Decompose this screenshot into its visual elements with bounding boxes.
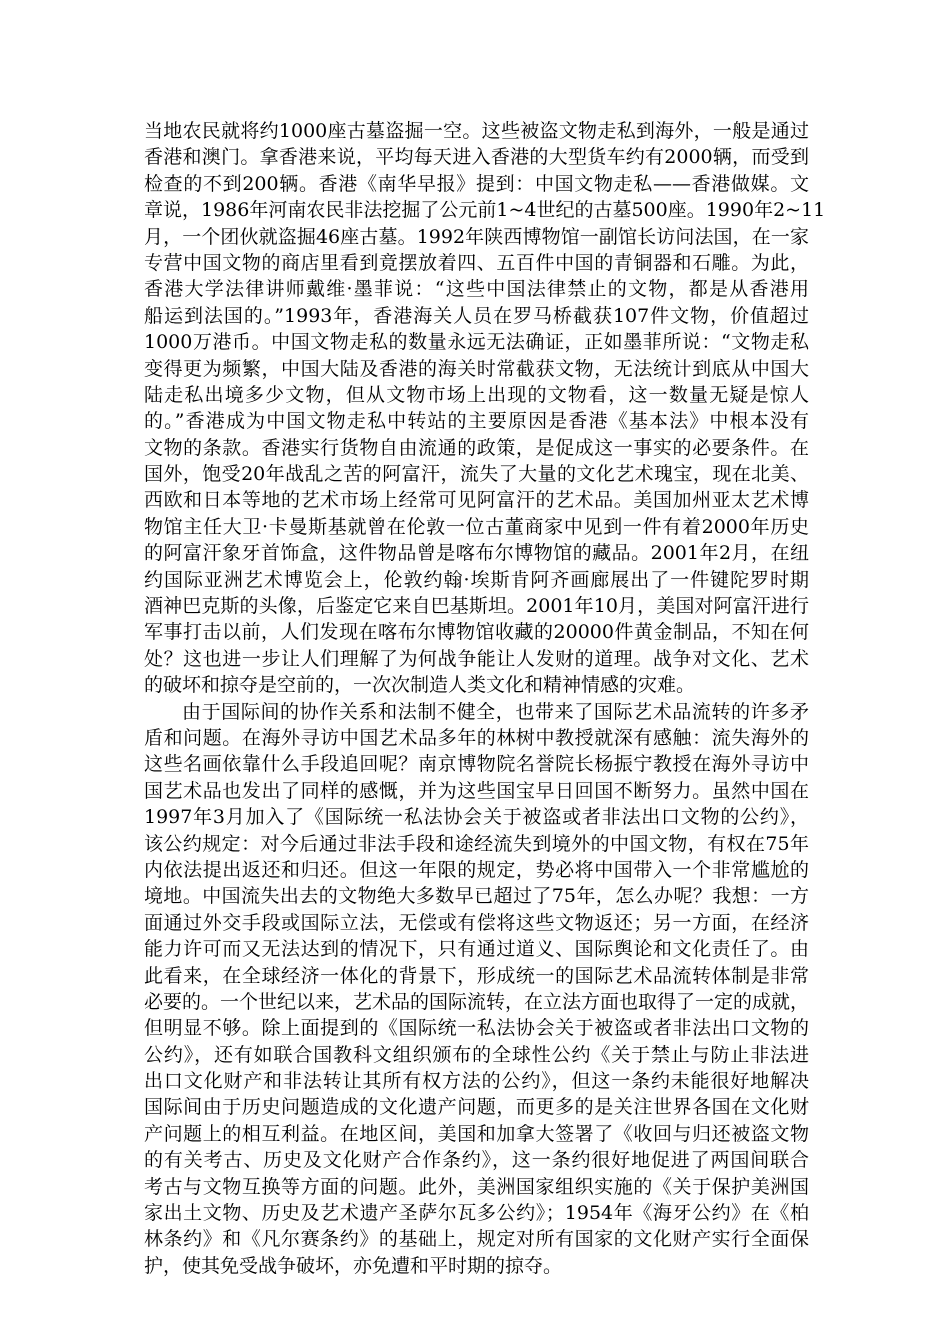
paragraph: [144, 699, 809, 1280]
text-line: 国际间由于历史问题造成的文化遗产问题，而更多的是关注世界各国在文化财: [144, 1096, 809, 1119]
text-line: 内依法提出返还和归还。但这一年限的规定，势必将中国带入一个非常尴尬的: [144, 858, 809, 881]
text-line: 1997年3月加入了《国际统一私法协会关于被盗或者非法出口文物的公约》，: [144, 806, 809, 829]
paragraph: [144, 118, 826, 699]
text-line: 变得更为频繁，中国大陆及香港的海关时常截获文物，无法统计到底从中国大: [144, 357, 809, 380]
text-line: 当地农民就将约1000座古墓盗掘一空。这些被盗文物走私到海外，一般是通过: [144, 120, 809, 142]
text-line: 处？这也进一步让人们理解了为何战争能让人发财的道理。战争对文化、艺术: [144, 647, 809, 670]
text-line: 考古与文物互换等方面的问题。此外，美洲国家组织实施的《关于保护美洲国: [144, 1175, 809, 1198]
text-line: 的有关考古、历史及文化财产合作条约》，这一条约很好地促进了两国间联合: [144, 1149, 809, 1172]
text-line: 月，一个团伙就盗掘46座古墓。1992年陕西博物馆一副馆长访问法国，在一家: [144, 225, 809, 248]
text-line: 面通过外交手段或国际立法，无偿或有偿将这些文物返还；另一方面，在经济: [144, 911, 809, 934]
text-line: 检查的不到200辆。香港《南华早报》提到：中国文物走私——香港做媒。文: [144, 172, 809, 195]
text-line: 船运到法国的。”1993年，香港海关人员在罗马桥截获107件文物，价值超过: [144, 304, 809, 327]
text-line: 物馆主任大卫·卡曼斯基就曾在伦敦一位古董商家中见到一件有着2000年历史: [144, 515, 809, 538]
text-line: 的。”香港成为中国文物走私中转站的主要原因是香港《基本法》中根本没有: [144, 410, 809, 433]
text-line: 护，使其免受战争破坏，亦免遭和平时期的掠夺。: [144, 1254, 563, 1277]
text-line: 陆走私出境多少文物，但从文物市场上出现的文物看，这一数量无疑是惊人: [144, 383, 809, 406]
text-line: 盾和问题。在海外寻访中国艺术品多年的林树中教授就深有感触：流失海外的: [144, 726, 809, 749]
text-line: 产问题上的相互利益。在地区间，美国和加拿大签署了《收回与归还被盗文物: [144, 1122, 809, 1145]
text-line: 由于国际间的协作关系和法制不健全，也带来了国际艺术品流转的许多矛: [182, 700, 809, 723]
text-line: 必要的。一个世纪以来，艺术品的国际流转，在立法方面也取得了一定的成就，: [144, 990, 810, 1013]
text-line: 香港和澳门。拿香港来说，平均每天进入香港的大型货车约有2000辆，而受到: [144, 146, 809, 169]
text-line: 国外，饱受20年战乱之苦的阿富汗，流失了大量的文化艺术瑰宝，现在北美、: [144, 463, 809, 486]
text-line: 章说，1986年河南农民非法挖掘了公元前1~4世纪的古墓500座。1990年2~11: [144, 199, 826, 222]
text-line: 军事打击以前，人们发现在喀布尔博物馆收藏的20000件黄金制品，不知在何: [144, 621, 809, 644]
text-line: 西欧和日本等地的艺术市场上经常可见阿富汗的艺术品。美国加州亚太艺术博: [144, 489, 809, 512]
text-line: 家出土文物、历史及艺术遗产圣萨尔瓦多公约》；1954年《海牙公约》在《柏: [144, 1202, 809, 1225]
text-line: 但明显不够。除上面提到的《国际统一私法协会关于被盗或者非法出口文物的: [144, 1017, 809, 1040]
text-line: 公约》，还有如联合国教科文组织颁布的全球性公约《关于禁止与防止非法进: [144, 1043, 809, 1066]
text-line: 香港大学法律讲师戴维·墨菲说：“这些中国法律禁止的文物，都是从香港用: [144, 278, 809, 301]
document-page: [144, 118, 826, 1279]
text-line: 国艺术品也发出了同样的感慨，并为这些国宝早日回国不断努力。虽然中国在: [144, 779, 809, 802]
text-line: 的破坏和掠夺是空前的，一次次制造人类文化和精神情感的灾难。: [144, 674, 696, 697]
text-line: 专营中国文物的商店里看到竟摆放着四、五百件中国的青铜器和石雕。为此，: [144, 251, 809, 274]
text-line: 此看来，在全球经济一体化的背景下，形成统一的国际艺术品流转体制是非常: [144, 964, 809, 987]
text-line: 的阿富汗象牙首饰盒，这件物品曾是喀布尔博物馆的藏品。2001年2月，在纽: [144, 542, 809, 565]
text-line: 约国际亚洲艺术博览会上，伦敦约翰·埃斯肯阿齐画廊展出了一件键陀罗时期: [144, 568, 809, 591]
text-line: 酒神巴克斯的头像，后鉴定它来自巴基斯坦。2001年10月，美国对阿富汗进行: [144, 595, 809, 618]
text-line: 境地。中国流失出去的文物绝大多数早已超过了75年，怎么办呢？我想：一方: [144, 885, 809, 908]
text-line: 能力许可而又无法达到的情况下，只有通过道义、国际舆论和文化责任了。由: [144, 938, 809, 961]
text-line: 出口文化财产和非法转让其所有权方法的公约》，但这一条约未能很好地解决: [144, 1070, 809, 1093]
text-line: 这些名画依靠什么手段追回呢？南京博物院名誉院长杨振宁教授在海外寻访中: [144, 753, 809, 776]
text-line: 文物的条款。香港实行货物自由流通的政策，是促成这一事实的必要条件。在: [144, 436, 809, 459]
text-line: 1000万港币。中国文物走私的数量永远无法确证，正如墨菲所说：“文物走私: [144, 331, 809, 354]
text-line: 该公约规定：对今后通过非法手段和途经流失到境外的中国文物，有权在75年: [144, 832, 809, 855]
text-line: 林条约》和《凡尔赛条约》的基础上，规定对所有国家的文化财产实行全面保: [144, 1228, 809, 1251]
